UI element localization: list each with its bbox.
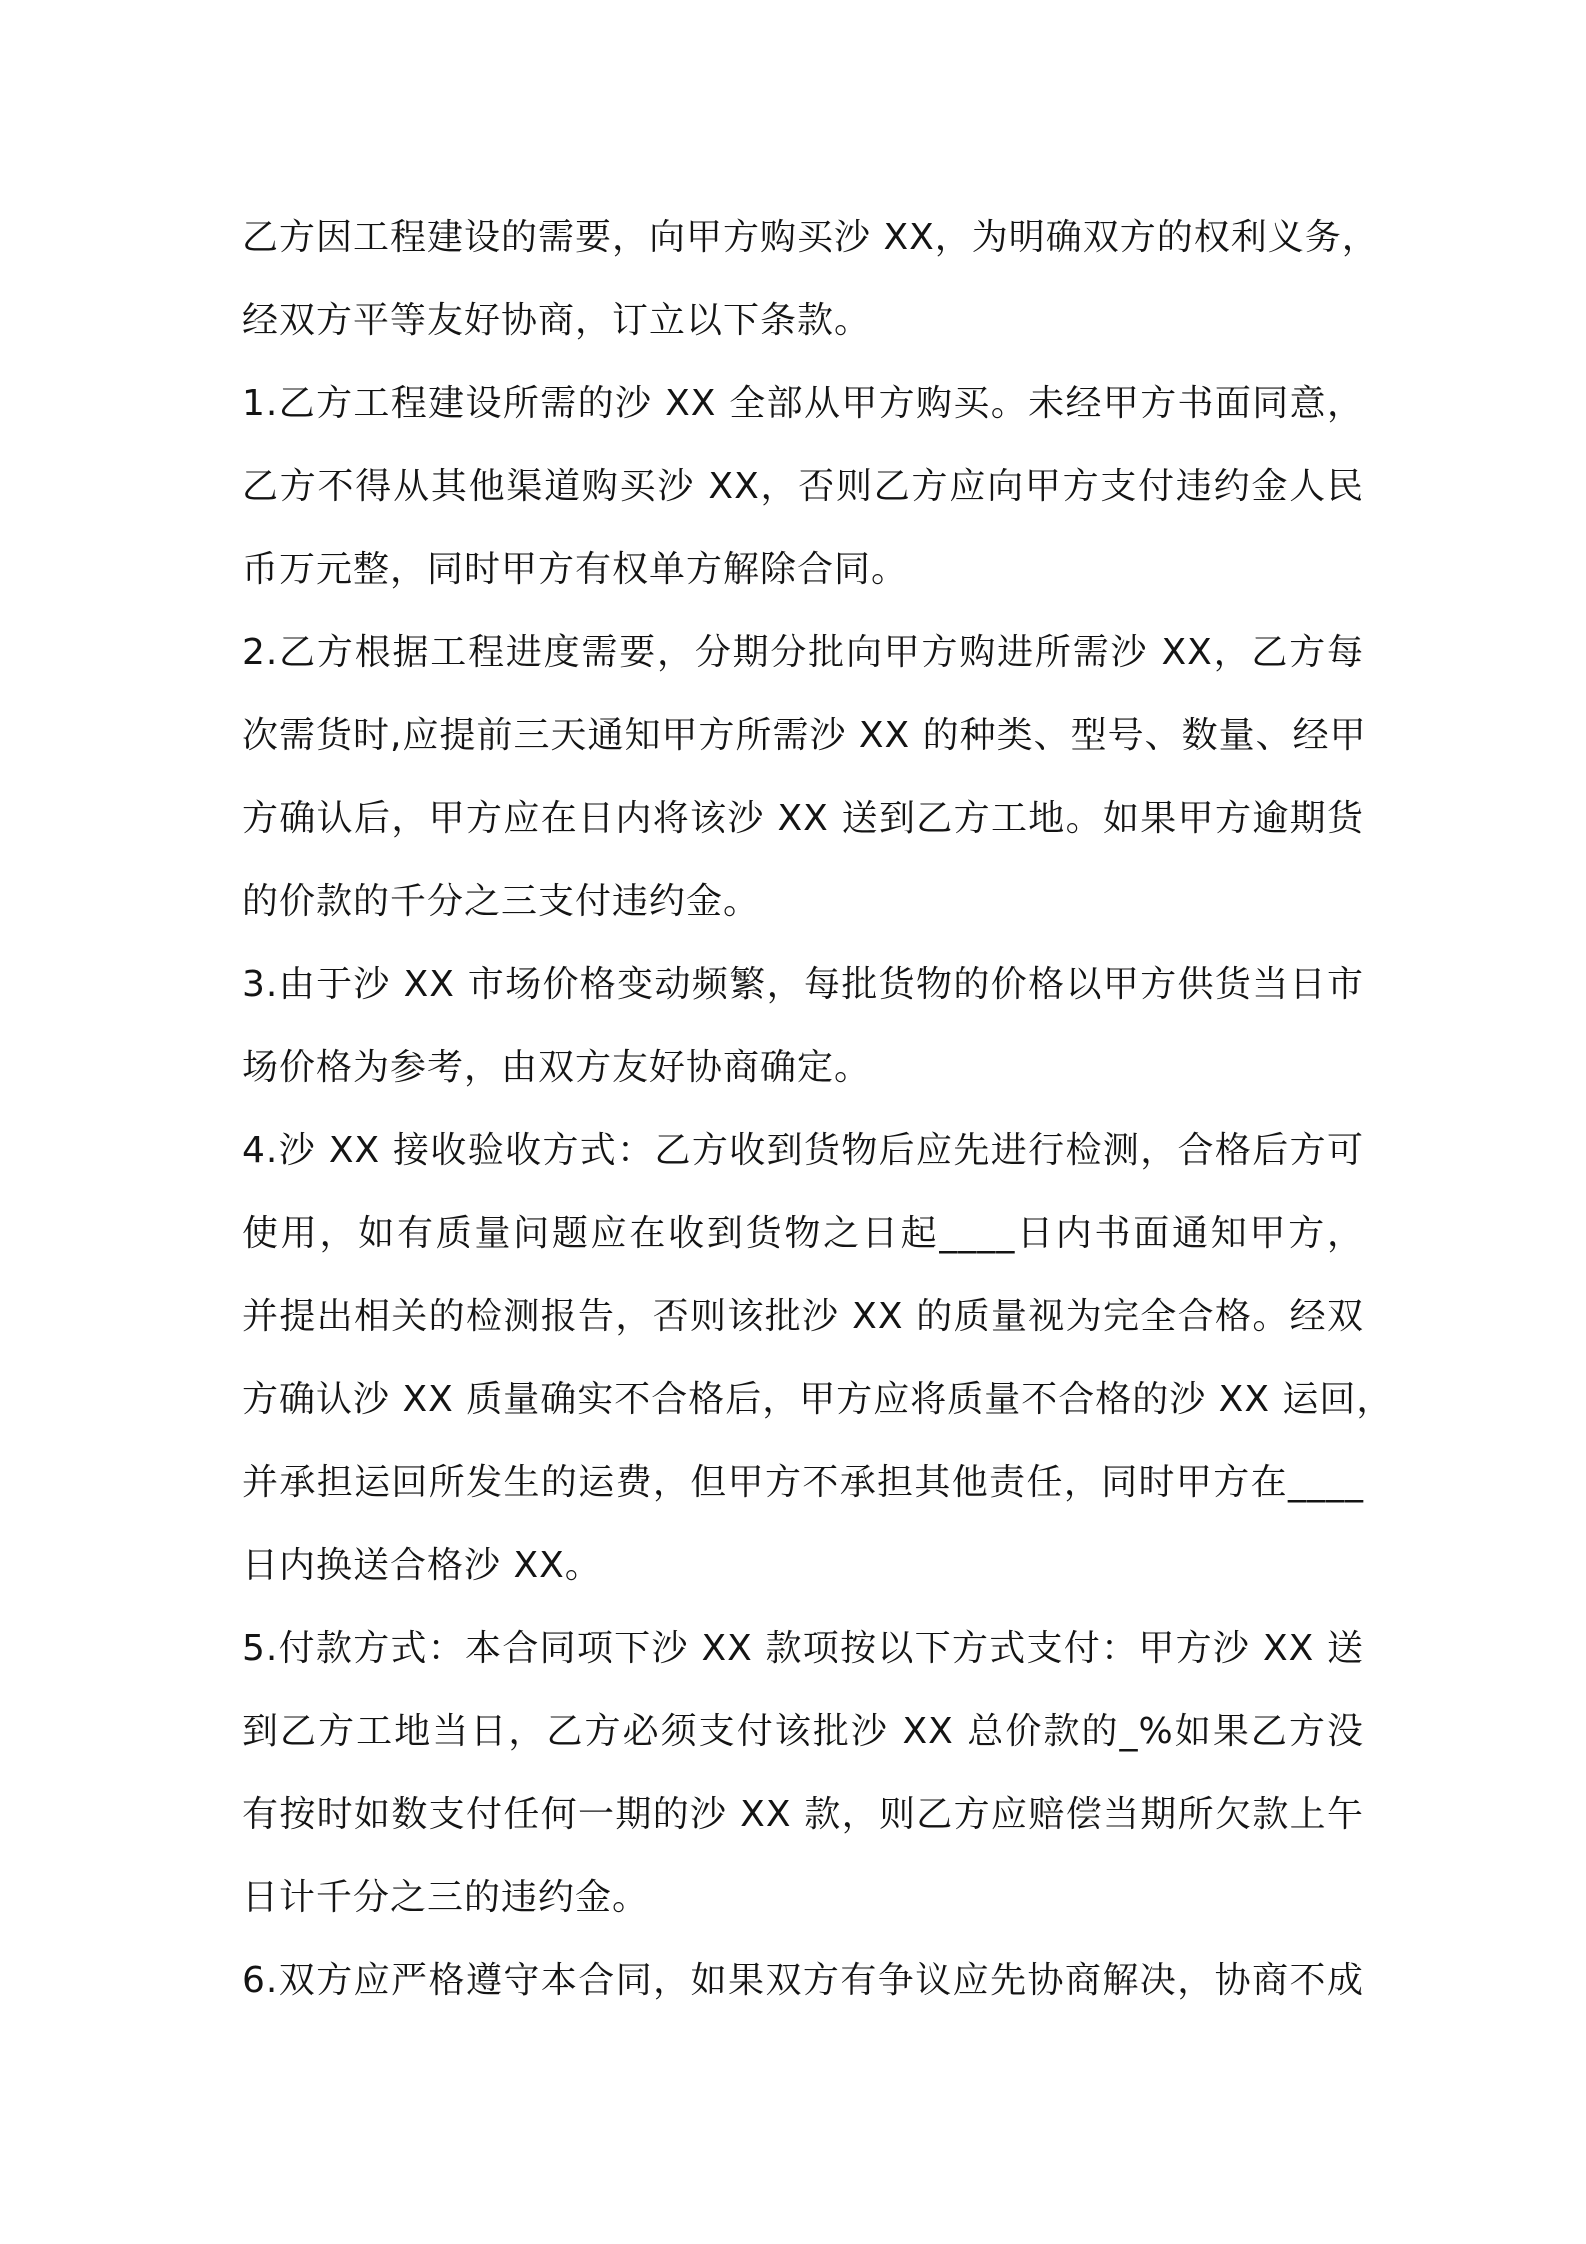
document-body — [242, 196, 1394, 2022]
text-line: 日内换送合格沙 XX。 — [242, 1545, 602, 1586]
paragraph-clause-5 — [242, 1607, 1364, 1939]
paragraph-clause-2 — [242, 611, 1367, 943]
text-line: 使用，如有质量问题应在收到货物之日起____日内书面通知甲方， — [242, 1213, 1364, 1254]
text-line: 6.双方应严格遵守本合同，如果双方有争议应先协商解决，协商不成 — [242, 1960, 1364, 2001]
text-line: 乙方不得从其他渠道购买沙 XX，否则乙方应向甲方支付违约金人民 — [242, 466, 1364, 507]
text-line: 乙方因工程建设的需要，向甲方购买沙 XX，为明确双方的权利义务， — [242, 217, 1379, 258]
text-line: 并承担运回所发生的运费，但甲方不承担其他责任，同时甲方在____ — [242, 1462, 1364, 1503]
text-line: 的价款的千分之三支付违约金。 — [242, 881, 761, 922]
paragraph-clause-6 — [242, 1939, 1364, 2022]
text-line: 3.由于沙 XX 市场价格变动频繁，每批货物的价格以甲方供货当日市 — [242, 964, 1364, 1005]
paragraph-preamble — [242, 196, 1379, 362]
text-line: 2.乙方根据工程进度需要，分期分批向甲方购进所需沙 XX，乙方每 — [242, 632, 1364, 673]
paragraph-clause-4 — [242, 1109, 1394, 1607]
text-line: 日计千分之三的违约金。 — [242, 1877, 650, 1918]
text-line: 并提出相关的检测报告，否则该批沙 XX 的质量视为完全合格。经双 — [242, 1296, 1364, 1337]
text-line: 次需货时,应提前三天通知甲方所需沙 XX 的种类、型号、数量、经甲 — [242, 715, 1367, 756]
text-line: 方确认后，甲方应在日内将该沙 XX 送到乙方工地。如果甲方逾期货 — [242, 798, 1364, 839]
text-line: 5.付款方式：本合同项下沙 XX 款项按以下方式支付：甲方沙 XX 送 — [242, 1628, 1364, 1669]
text-line: 4.沙 XX 接收验收方式：乙方收到货物后应先进行检测，合格后方可 — [242, 1130, 1364, 1171]
text-line: 币万元整，同时甲方有权单方解除合同。 — [242, 549, 909, 590]
text-line: 方确认沙 XX 质量确实不合格后，甲方应将质量不合格的沙 XX 运回， — [242, 1379, 1394, 1420]
text-line: 经双方平等友好协商，订立以下条款。 — [242, 300, 872, 341]
text-line: 场价格为参考，由双方友好协商确定。 — [242, 1047, 872, 1088]
text-line: 到乙方工地当日，乙方必须支付该批沙 XX 总价款的_%如果乙方没 — [242, 1711, 1364, 1752]
text-line: 有按时如数支付任何一期的沙 XX 款，则乙方应赔偿当期所欠款上午 — [242, 1794, 1364, 1835]
paragraph-clause-1 — [242, 362, 1364, 611]
paragraph-clause-3 — [242, 943, 1364, 1109]
text-line: 1.乙方工程建设所需的沙 XX 全部从甲方购买。未经甲方书面同意， — [242, 383, 1364, 424]
